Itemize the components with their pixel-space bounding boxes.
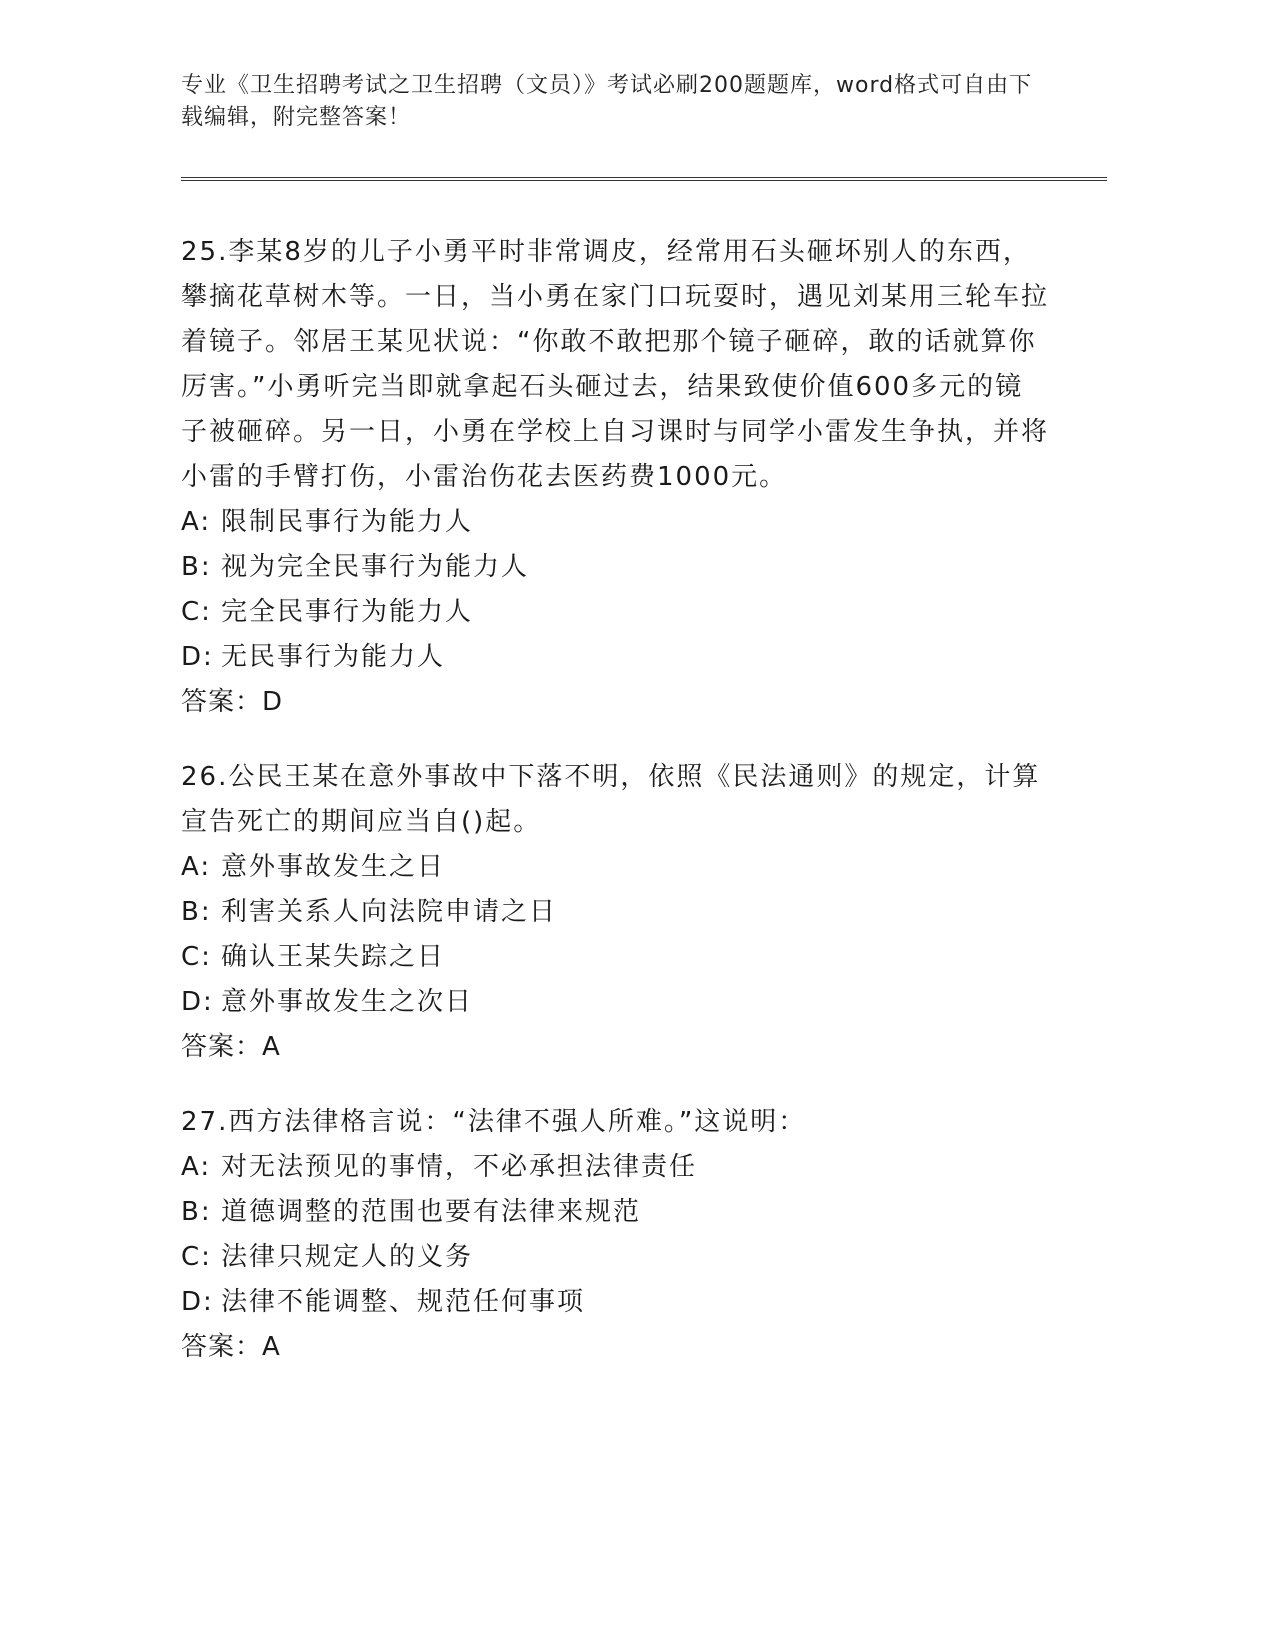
option-key: A: [181,852,212,882]
option-key: A: [181,1152,212,1182]
option-text: 意外事故发生之日 [221,852,446,882]
option-key: C: [181,1242,212,1272]
option-key: D: [181,987,214,1017]
option-key: A: [181,507,212,537]
document-header [181,70,1041,134]
option-key: B: [181,1197,212,1227]
option-a [181,500,1051,545]
question-25 [181,230,1051,725]
option-d [181,1280,1051,1325]
option-text: 道德调整的范围也要有法律来规范 [221,1197,642,1227]
option-text: 利害关系人向法院申请之日 [221,897,558,927]
option-key: C: [181,597,212,627]
option-text: 视为完全民事行为能力人 [221,552,530,582]
option-text: 对无法预见的事情，不必承担法律责任 [221,1152,698,1182]
option-key: B: [181,897,212,927]
option-text: 意外事故发生之次日 [221,987,474,1017]
option-d [181,980,1051,1025]
answer-line: 答案：A [181,1332,281,1362]
option-key: D: [181,1287,214,1317]
header-text: 专业《卫生招聘考试之卫生招聘（文员）》考试必刷200题题库，word格式可自由下载编辑，附完整答案！ [181,73,1033,130]
option-key: D: [181,642,214,672]
option-b [181,545,1051,590]
option-d [181,635,1051,680]
question-list [181,230,1051,1400]
answer-line: 答案：D [181,687,284,717]
option-c [181,1235,1051,1280]
option-key: B: [181,552,212,582]
answer-line: 答案：A [181,1032,281,1062]
option-text: 完全民事行为能力人 [221,597,474,627]
question-26 [181,755,1051,1070]
option-text: 法律不能调整、规范任何事项 [221,1287,586,1317]
header-divider [181,177,1107,181]
option-text: 限制民事行为能力人 [221,507,474,537]
question-stem: 27.西方法律格言说：“法律不强人所难。”这说明： [181,1107,807,1137]
option-text: 法律只规定人的义务 [221,1242,474,1272]
option-a [181,845,1051,890]
option-a [181,1145,1051,1190]
option-b [181,1190,1051,1235]
question-stem: 26.公民王某在意外事故中下落不明，依照《民法通则》的规定，计算宣告死亡的期间应当自()起。 [181,762,1041,837]
question-stem: 25.李某8岁的儿子小勇平时非常调皮，经常用石头砸坏别人的东西，攀摘花草树木等。一日，当小勇在家门口玩耍时，遇见刘某用三轮车拉着镜子。邻居王某见状说：“你敢不敢把那个镜子砸碎，敢的话就算你厉害。”小勇听完当即就拿起石头砸过去，结果致使价值600多元的镜子被砸碎。另一日，小勇在学校上自习课时与同学小雷发生争执，并将小雷的手臂打伤，小雷治伤花去医药费1000元。 [181,237,1050,492]
option-key: C: [181,942,212,972]
option-text: 确认王某失踪之日 [221,942,446,972]
option-text: 无民事行为能力人 [221,642,446,672]
option-c [181,590,1051,635]
option-c [181,935,1051,980]
question-27 [181,1100,1051,1370]
option-b [181,890,1051,935]
